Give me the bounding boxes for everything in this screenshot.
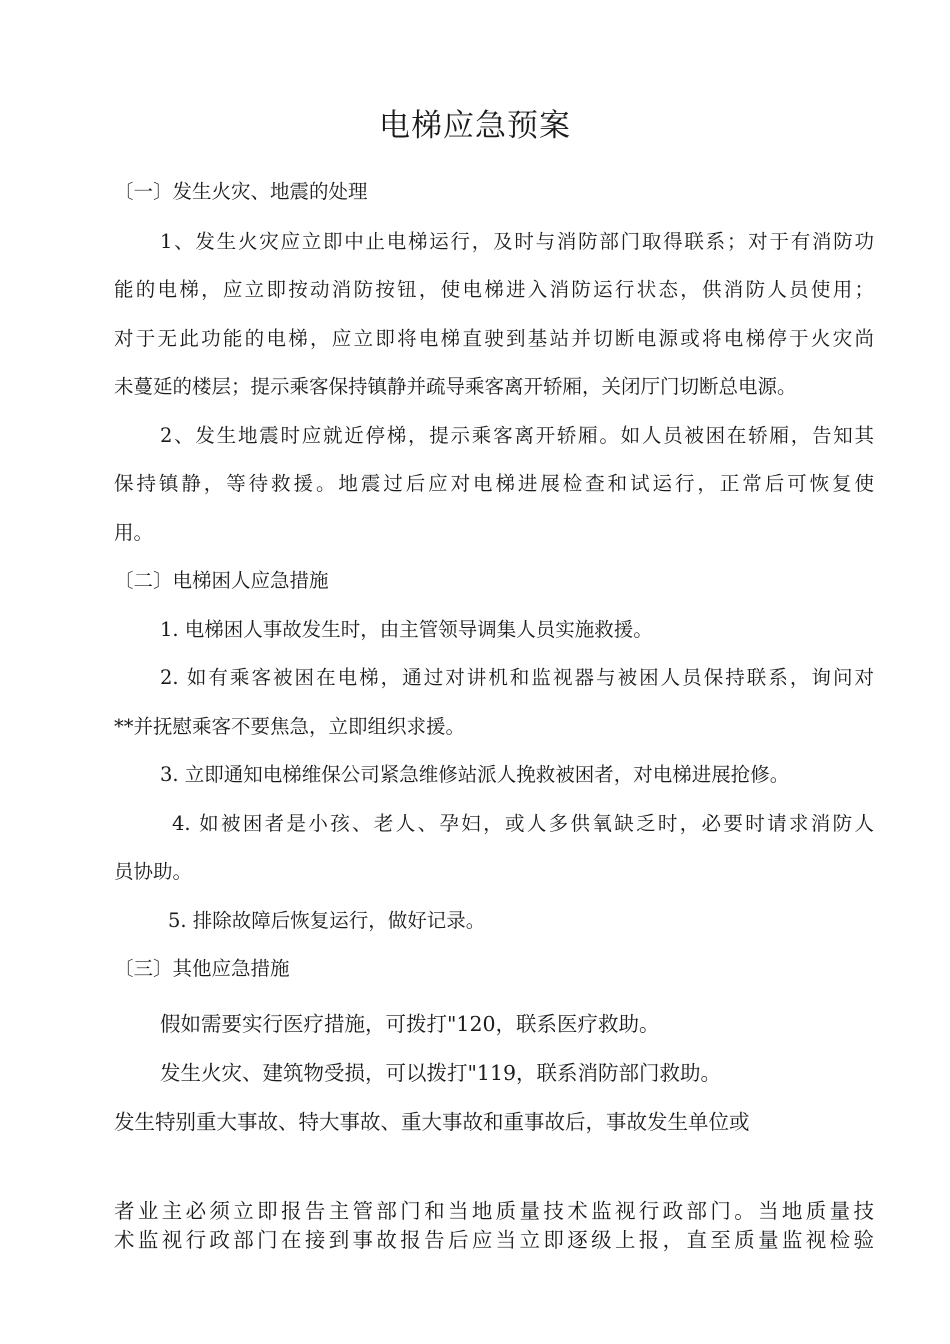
paragraph-line: 2、发生地震时应就近停梯，提示乘客离开轿厢。如人员被困在轿厢，告知其: [160, 424, 874, 447]
list-item: 3. 立即通知电梯维保公司紧急维修站派人挽救被困者，对电梯进展抢修。: [160, 763, 790, 786]
list-item: 2. 如有乘客被困在电梯，通过对讲机和监视器与被困人员保持联系，询问对: [160, 666, 874, 689]
section-heading-2: 〔二〕电梯困人应急措施: [114, 569, 329, 592]
paragraph-line: 术监视行政部门在接到事故报告后应当立即逐级上报，直至质量监视检验: [114, 1228, 874, 1252]
paragraph-line: 保持镇静，等待救援。地震过后应对电梯进展检查和试运行，正常后可恢复使: [114, 472, 874, 495]
paragraph-line: 未蔓延的楼层；提示乘客保持镇静并疏导乘客离开轿厢，关闭厅门切断总电源。: [114, 375, 797, 398]
paragraph-line: 发生火灾、建筑物受损，可以拨打"119，联系消防部门救助。: [160, 1061, 722, 1085]
paragraph-line: 对于无此功能的电梯，应立即将电梯直驶到基站并切断电源或将电梯停于火灾尚: [114, 327, 874, 350]
list-item: 1. 电梯困人事故发生时，由主管领导调集人员实施救援。: [160, 618, 653, 641]
paragraph-line: 员协助。: [114, 860, 193, 883]
paragraph-line: 能的电梯，应立即按动消防按钮，使电梯进入消防运行状态，供消防人员使用；: [114, 278, 874, 301]
paragraph-line: 假如需要实行医疗措施，可拨打"120，联系医疗救助。: [160, 1012, 660, 1036]
list-item: 5. 排除故障后恢复运行，做好记录。: [168, 909, 486, 932]
section-heading-1: 〔一〕发生火灾、地震的处理: [114, 180, 368, 203]
section-heading-3: 〔三〕其他应急措施: [114, 957, 290, 980]
paragraph-line: 者业主必须立即报告主管部门和当地质量技术监视行政部门。当地质量技: [114, 1199, 874, 1223]
document-title: 电梯应急预案: [379, 108, 571, 144]
paragraph-line: 用。: [114, 521, 154, 544]
paragraph-line: **并抚慰乘客不要焦急，立即组织求援。: [114, 715, 466, 738]
list-item: 4. 如被困者是小孩、老人、孕妇，或人多供氧缺乏时，必要时请求消防人: [172, 812, 874, 835]
paragraph-line: 1、发生火灾应立即中止电梯运行，及时与消防部门取得联系；对于有消防功: [160, 230, 874, 253]
paragraph-line: 发生特别重大事故、特大事故、重大事故和重事故后，事故发生单位或: [114, 1110, 750, 1134]
